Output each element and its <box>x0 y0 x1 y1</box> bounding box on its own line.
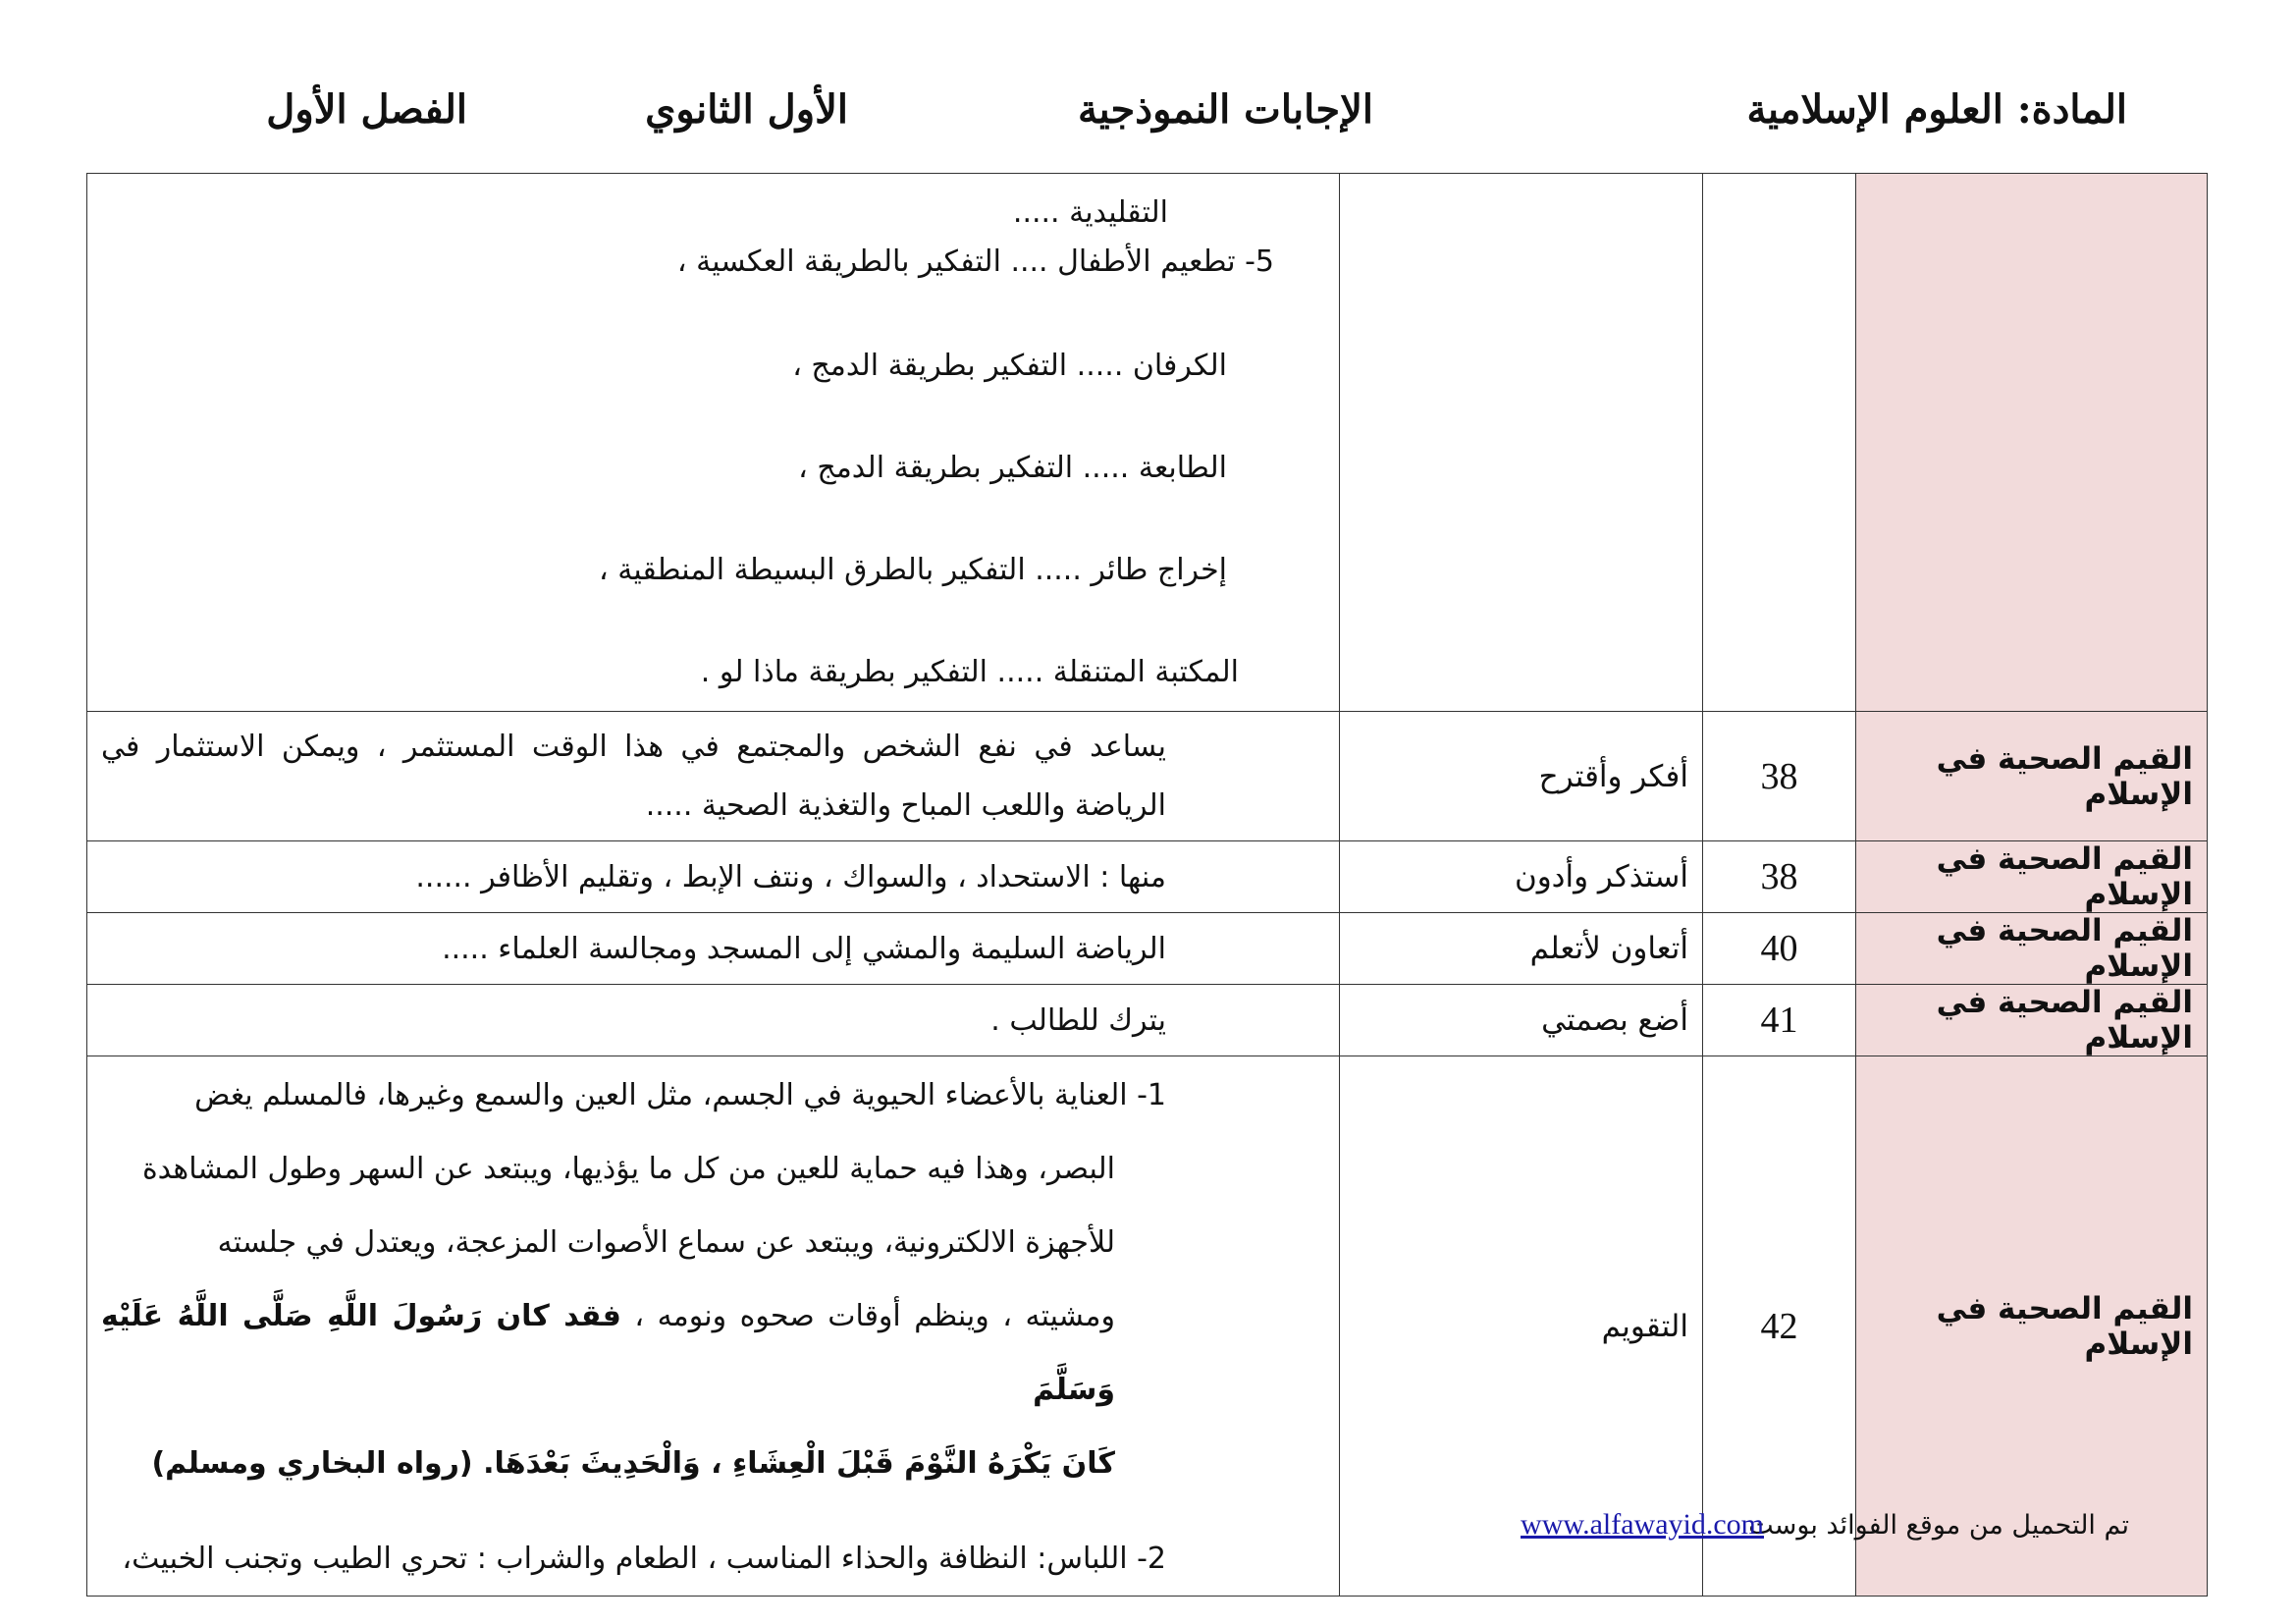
page-header <box>0 86 2296 165</box>
lesson-cell: القيم الصحية في الإسلام <box>1856 841 2208 913</box>
activity-cell: أتعاون لأتعلم <box>1340 913 1703 985</box>
answer-cell <box>87 712 1340 841</box>
lesson-cell: القيم الصحية في الإسلام <box>1856 1056 2208 1597</box>
page-cell <box>1703 174 1856 712</box>
lesson-cell: القيم الصحية في الإسلام <box>1856 985 2208 1056</box>
answer-text: يترك للطالب . <box>990 1002 1166 1038</box>
answer-text: الرياضة السليمة والمشي إلى المسجد ومجالسة العلماء ..... <box>442 931 1166 966</box>
table-row <box>87 174 2208 712</box>
list-item: الكرفان ..... التفكير بطريقة الدمج ، <box>792 349 1227 383</box>
table-row <box>87 712 2208 841</box>
table-row <box>87 913 2208 985</box>
eval-line: البصر، وهذا فيه حماية للعين من كل ما يؤذيها، ويبتعد عن السهر وطول المشاهدة <box>141 1152 1115 1186</box>
lesson-cell: القيم الصحية في الإسلام <box>1856 913 2208 985</box>
answer-cell <box>87 985 1340 1056</box>
activity-cell: أضع بصمتي <box>1340 985 1703 1056</box>
lesson-cell: القيم الصحية في الإسلام <box>1856 712 2208 841</box>
term-title: الفصل الأول <box>266 86 467 133</box>
answer-cell <box>87 841 1340 913</box>
activity-cell: أستذكر وأدون <box>1340 841 1703 913</box>
answers-title: الإجابات النموذجية <box>1078 86 1373 133</box>
subject-title: المادة: العلوم الإسلامية <box>1746 86 2127 133</box>
page-footer <box>0 1508 2296 1547</box>
eval-text: ومشيته ، وينظم أوقات صحوه ونومه ، <box>620 1299 1115 1333</box>
lesson-cell <box>1856 174 2208 712</box>
list-item: إخراج طائر ..... التفكير بالطرق البسيطة المنطقية ، <box>599 553 1227 587</box>
eval-line: 2- اللباس: النظافة والحذاء المناسب ، الطعام والشراب : تحري الطيب وتجنب الخبيث، <box>122 1542 1166 1576</box>
answer-cell <box>87 174 1340 712</box>
hadith-text: كَانَ يَكْرَهُ النَّوْمَ قَبْلَ الْعِشَاءِ ، وَالْحَدِيثَ بَعْدَهَا. (رواه البخاري ومسلم) <box>151 1446 1115 1481</box>
activity-cell <box>1340 174 1703 712</box>
page-cell: 42 <box>1703 1056 1856 1597</box>
download-credit: تم التحميل من موقع الفوائد بوست <box>1748 1510 2129 1541</box>
answer-text: يساعد في نفع الشخص والمجتمع في هذا الوقت المستثمر ، ويمكن الاستثمار في الرياضة واللعب المباح والتغذية الصحية ..... <box>101 729 1166 823</box>
page-cell: 41 <box>1703 985 1856 1056</box>
answer-list <box>87 174 1339 708</box>
activity-cell: التقويم <box>1340 1056 1703 1597</box>
page-cell: 40 <box>1703 913 1856 985</box>
eval-line: للأجهزة الالكترونية، ويبتعد عن سماع الأصوات المزعجة، ويعتدل في جلسته <box>217 1225 1115 1260</box>
table-row <box>87 985 2208 1056</box>
list-item: المكتبة المتنقلة ..... التفكير بطريقة ماذا لو . <box>700 655 1239 689</box>
page-cell: 38 <box>1703 841 1856 913</box>
list-item: الطابعة ..... التفكير بطريقة الدمج ، <box>798 451 1227 485</box>
answer-text: منها : الاستحداد ، والسواك ، ونتف الإبط ، وتقليم الأظافر ...... <box>415 859 1166 894</box>
website-link[interactable]: www.alfawayid.com <box>1521 1508 1764 1541</box>
activity-cell: أفكر وأقترح <box>1340 712 1703 841</box>
eval-line: 1- العناية بالأعضاء الحيوية في الجسم، مثل العين والسمع وغيرها، فالمسلم يغض <box>194 1078 1166 1112</box>
hadith-text: فقد كان رَسُولَ اللَّهِ صَلَّى اللَّهُ عَلَيْهِ وَسَلَّمَ <box>101 1299 1115 1407</box>
list-item: 5- تطعيم الأطفال .... التفكير بالطريقة العكسية ، <box>676 244 1274 279</box>
grade-title: الأول الثانوي <box>645 86 848 133</box>
eval-line <box>101 1279 1166 1427</box>
table-row <box>87 841 2208 913</box>
page-cell: 38 <box>1703 712 1856 841</box>
list-item: التقليدية ..... <box>1012 195 1168 230</box>
answer-cell <box>87 913 1340 985</box>
answers-table <box>86 173 2208 1597</box>
